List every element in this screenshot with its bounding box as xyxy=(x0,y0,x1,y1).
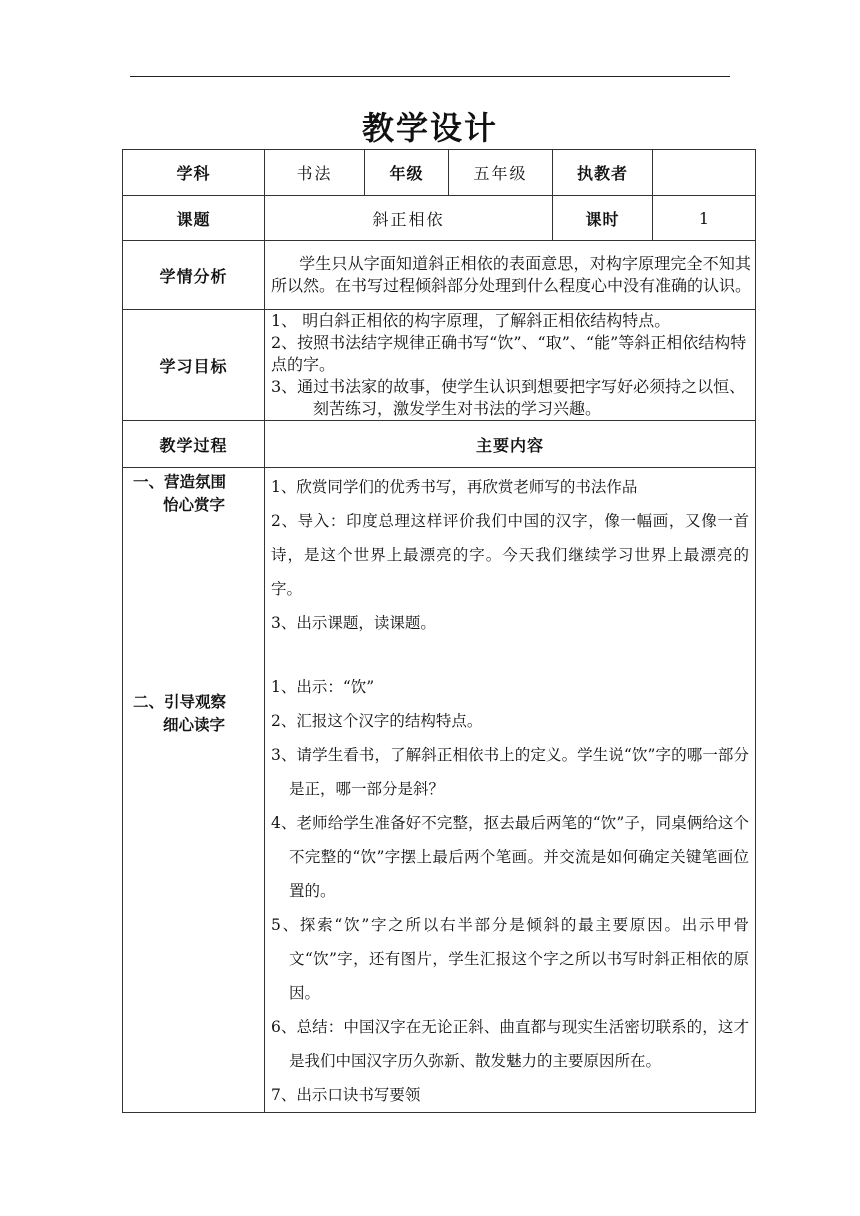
step-item: 3、出示课题，读课题。 xyxy=(271,614,436,632)
goal-item: 2、按照书法结字规律正确书写“饮”、“取”、“能”等斜正相依结构特点的字。 xyxy=(271,333,747,374)
main-content-cell xyxy=(265,468,756,1113)
goals-cell xyxy=(265,310,756,421)
period-value: 1 xyxy=(653,196,756,241)
grade-label: 年级 xyxy=(365,150,449,196)
step-item: 6、总结：中国汉字在无论正斜、曲直都与现实生活密切联系的，这才是我们中国汉字历久弥新、散发魅力的主要原因所在。 xyxy=(271,1018,749,1070)
analysis-label: 学情分析 xyxy=(123,241,265,310)
step-item: 1、欣赏同学们的优秀书写，再欣赏老师写的书法作品 xyxy=(271,478,638,496)
section-gap xyxy=(271,640,749,670)
main-content-label: 主要内容 xyxy=(265,421,756,468)
step-item: 5、探索“饮”字之所以右半部分是倾斜的最主要原因。出示甲骨文“饮”字，还有图片，学生汇报这个字之所以书写时斜正相依的原因。 xyxy=(271,916,749,1002)
analysis-row xyxy=(123,241,756,310)
step-item: 1、出示：“饮” xyxy=(271,678,375,696)
step-item: 7、出示口诀书写要领 xyxy=(271,1086,421,1104)
goals-row xyxy=(123,310,756,421)
step-item: 2、汇报这个汉字的结构特点。 xyxy=(271,712,483,730)
teacher-label: 执教者 xyxy=(553,150,653,196)
analysis-text: 学生只从字面知道斜正相依的表面意思，对构字原理完全不知其所以然。在书写过程倾斜部分处理到什么程度心中没有准确的认识。 xyxy=(271,254,752,295)
header-rule xyxy=(130,76,730,77)
analysis-cell xyxy=(265,241,756,310)
teacher-value xyxy=(653,150,756,196)
stage-1-heading: 一、营造氛围 怡心赏字 xyxy=(133,473,227,514)
stage-2-heading: 二、引导观察 细心读字 xyxy=(133,693,227,734)
lesson-plan-table xyxy=(122,149,756,1113)
topic-value: 斜正相依 xyxy=(265,196,553,241)
goal-item: 3、通过书法家的故事，使学生认识到想要把字写好必须持之以恒、刻苦练习，激发学生对书法的学习兴趣。 xyxy=(271,377,746,418)
grade-value: 五年级 xyxy=(449,150,553,196)
document-title: 教学设计 xyxy=(361,109,498,147)
subject-label: 学科 xyxy=(123,150,265,196)
process-label: 教学过程 xyxy=(123,421,265,468)
stage-column xyxy=(123,468,265,1113)
goals-label: 学习目标 xyxy=(123,310,265,421)
subject-value: 书法 xyxy=(265,150,365,196)
period-label: 课时 xyxy=(553,196,653,241)
step-item: 4、老师给学生准备好不完整，抠去最后两笔的“饮”子，同桌俩给这个不完整的“饮”字摆上最后两个笔画。并交流是如何确定关键笔画位置的。 xyxy=(271,814,749,900)
process-header-row xyxy=(123,421,756,468)
step-item: 3、请学生看书，了解斜正相依书上的定义。学生说“饮”字的哪一部分是正，哪一部分是斜？ xyxy=(271,746,749,798)
goal-item: 1、 明白斜正相依的构字原理，了解斜正相依结构特点。 xyxy=(271,311,671,330)
topic-label: 课题 xyxy=(123,196,265,241)
step-item: 2、导入：印度总理这样评价我们中国的汉字，像一幅画，又像一首诗，是这个世界上最漂亮的字。今天我们继续学习世界上最漂亮的字。 xyxy=(271,512,749,598)
process-body-row xyxy=(123,468,756,1113)
info-row-2 xyxy=(123,196,756,241)
info-row-1 xyxy=(123,150,756,196)
